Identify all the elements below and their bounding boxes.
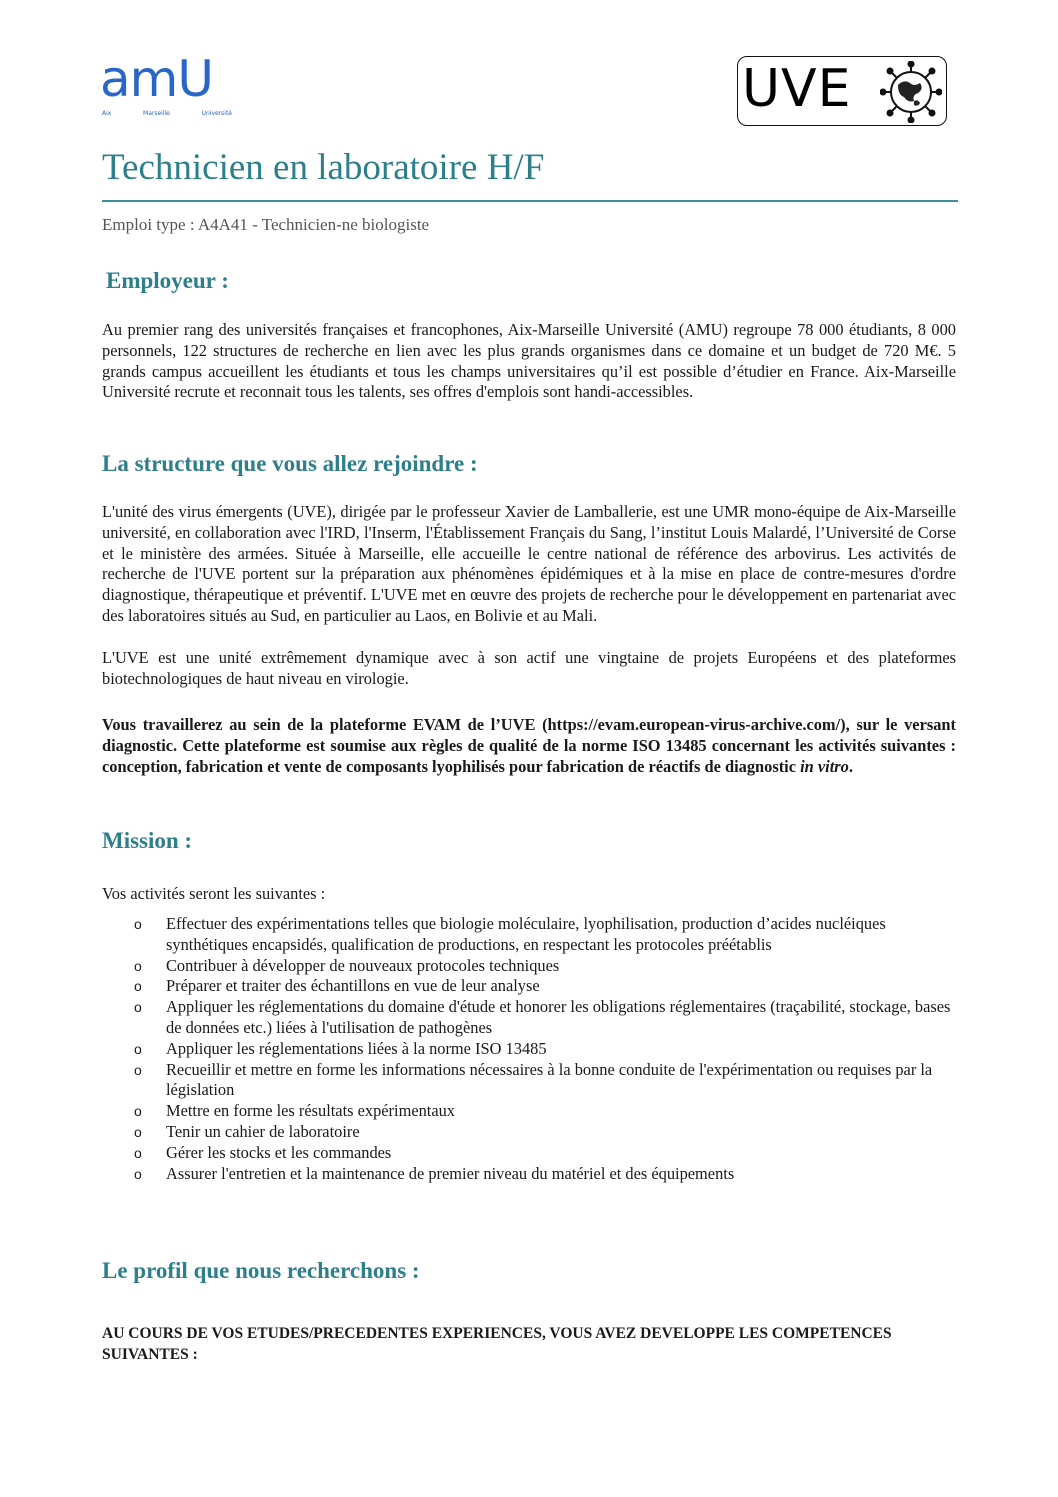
- platform-text: Vous travaillerez au sein de la plateforme EVAM de l’UVE (https://evam.european-virus-archive.com/), sur le versant diagnostic. Cette plateforme est soumise aux règles de qualité de la norme ISO 13485 concernant les activités suivantes : conception, fabrication et vente de composants lyophilisés pour fabrication de réactifs de diagnostic: [102, 715, 956, 776]
- list-item: [102, 1164, 952, 1185]
- bullet-icon: o: [134, 999, 142, 1016]
- task-text: Appliquer les réglementations liées à la norme ISO 13485: [166, 1038, 547, 1058]
- bullet-icon: o: [134, 957, 142, 974]
- uve-logo: [737, 56, 947, 126]
- task-text: Tenir un cahier de laboratoire: [166, 1121, 360, 1141]
- list-item: [102, 914, 952, 956]
- structure-paragraph-2: L'UVE est une unité extrêmement dynamique avec à son actif une vingtaine de projets Européens et des plateformes biotechnologiques de haut niveau en virologie.: [102, 648, 956, 688]
- task-text: Gérer les stocks et les commandes: [166, 1142, 392, 1162]
- list-item: [102, 997, 952, 1039]
- employer-paragraph: Au premier rang des universités françaises et francophones, Aix-Marseille Université (AMU) regroupe 78 000 étudiants, 8 000 personnels, 122 structures de recherche en lien avec les plus grands organismes dans ce domaine et un budget de 720 M€. 5 grands campus accueillent les étudiants et tous les champs universitaires qu’il est possible d’étudier en France. Aix-Marseille Université recrute et reconnait tous les talents, ses offres d'emplois sont handi-accessibles.: [102, 320, 956, 402]
- amu-logo-subtitle: [102, 110, 232, 117]
- list-item: [102, 1060, 952, 1102]
- bullet-icon: o: [134, 1144, 142, 1161]
- employer-heading: Employeur :: [106, 268, 229, 293]
- list-item: [102, 1122, 952, 1143]
- page-title: Technicien en laboratoire H/F: [102, 147, 545, 188]
- amu-sub-universite: Université: [201, 110, 232, 117]
- amu-logo-word: amU: [100, 50, 213, 108]
- globe-virus-icon: [880, 61, 942, 123]
- uve-logo-word: UVE: [742, 59, 852, 119]
- mission-intro: Vos activités seront les suivantes :: [102, 884, 326, 903]
- structure-paragraph: L'unité des virus émergents (UVE), dirigée par le professeur Xavier de Lamballerie, est une UMR mono-équipe de Aix-Marseille université, en collaboration avec l'IRD, l'Inserm, l'Établissement Français du Sang, l’institut Louis Malardé, l’Université de Corse et le ministère des armées. Située à Marseille, elle accueille le centre national de référence des arbovirus. Les activités de recherche de l'UVE portent sur la préparation aux phénomènes épidémiques et à la mise en place de contre-mesures d'ordre diagnostique, thérapeutique et préventif. L'UVE met en œuvre des projets de recherche pour le développement en partenariat avec des laboratoires situés au Sud, en particulier au Laos, en Bolivie et au Mali.: [102, 502, 956, 625]
- mission-task-list: [102, 914, 952, 1184]
- list-item: [102, 956, 952, 977]
- amu-logo: [100, 50, 235, 124]
- bullet-icon: o: [134, 1061, 142, 1078]
- structure-heading: La structure que vous allez rejoindre :: [102, 451, 478, 476]
- profile-caps-text: AU COURS DE VOS ETUDES/PRECEDENTES EXPERIENCES, VOUS AVEZ DEVELOPPE LES COMPETENCES SUIVANTES :: [102, 1325, 892, 1363]
- bullet-icon: o: [134, 1103, 142, 1120]
- list-item: [102, 1039, 952, 1060]
- platform-paragraph: [102, 715, 956, 777]
- amu-sub-aix: Aix: [102, 110, 112, 117]
- task-text: Préparer et traiter des échantillons en vue de leur analyse: [166, 976, 540, 996]
- task-text: Assurer l'entretien et la maintenance de premier niveau du matériel et des équipements: [166, 1163, 735, 1183]
- bullet-icon: o: [134, 1040, 142, 1057]
- platform-text-italic: in vitro: [800, 756, 849, 776]
- task-text: Effectuer des expérimentations telles que biologie moléculaire, lyophilisation, production d’acides nucléiques synthétiques encapsidés, qualification de productions, en respectant les protocoles préétablis: [166, 914, 886, 954]
- title-divider: [102, 200, 958, 202]
- amu-sub-marseille: Marseille: [143, 110, 170, 117]
- task-text: Mettre en forme les résultats expérimentaux: [166, 1101, 456, 1121]
- task-text: Appliquer les réglementations du domaine d'étude et honorer les obligations réglementaires (traçabilité, stockage, bases de données etc.) liées à l'utilisation de pathogènes: [166, 997, 951, 1037]
- bullet-icon: o: [134, 916, 142, 932]
- bullet-icon: o: [134, 978, 142, 995]
- mission-heading: Mission :: [102, 828, 193, 853]
- profile-heading: Le profil que nous recherchons :: [102, 1258, 420, 1283]
- list-item: [102, 976, 952, 997]
- platform-text-end: .: [848, 756, 853, 776]
- task-text: Contribuer à développer de nouveaux protocoles techniques: [166, 955, 560, 975]
- bullet-icon: o: [134, 1165, 142, 1182]
- list-item: [102, 1101, 952, 1122]
- list-item: [102, 1143, 952, 1164]
- job-type-subtitle: Emploi type : A4A41 - Technicien-ne biologiste: [102, 215, 430, 234]
- task-text: Recueillir et mettre en forme les informations nécessaires à la bonne conduite de l'expérimentation ou requises par la législation: [166, 1059, 933, 1100]
- bullet-icon: o: [134, 1123, 142, 1140]
